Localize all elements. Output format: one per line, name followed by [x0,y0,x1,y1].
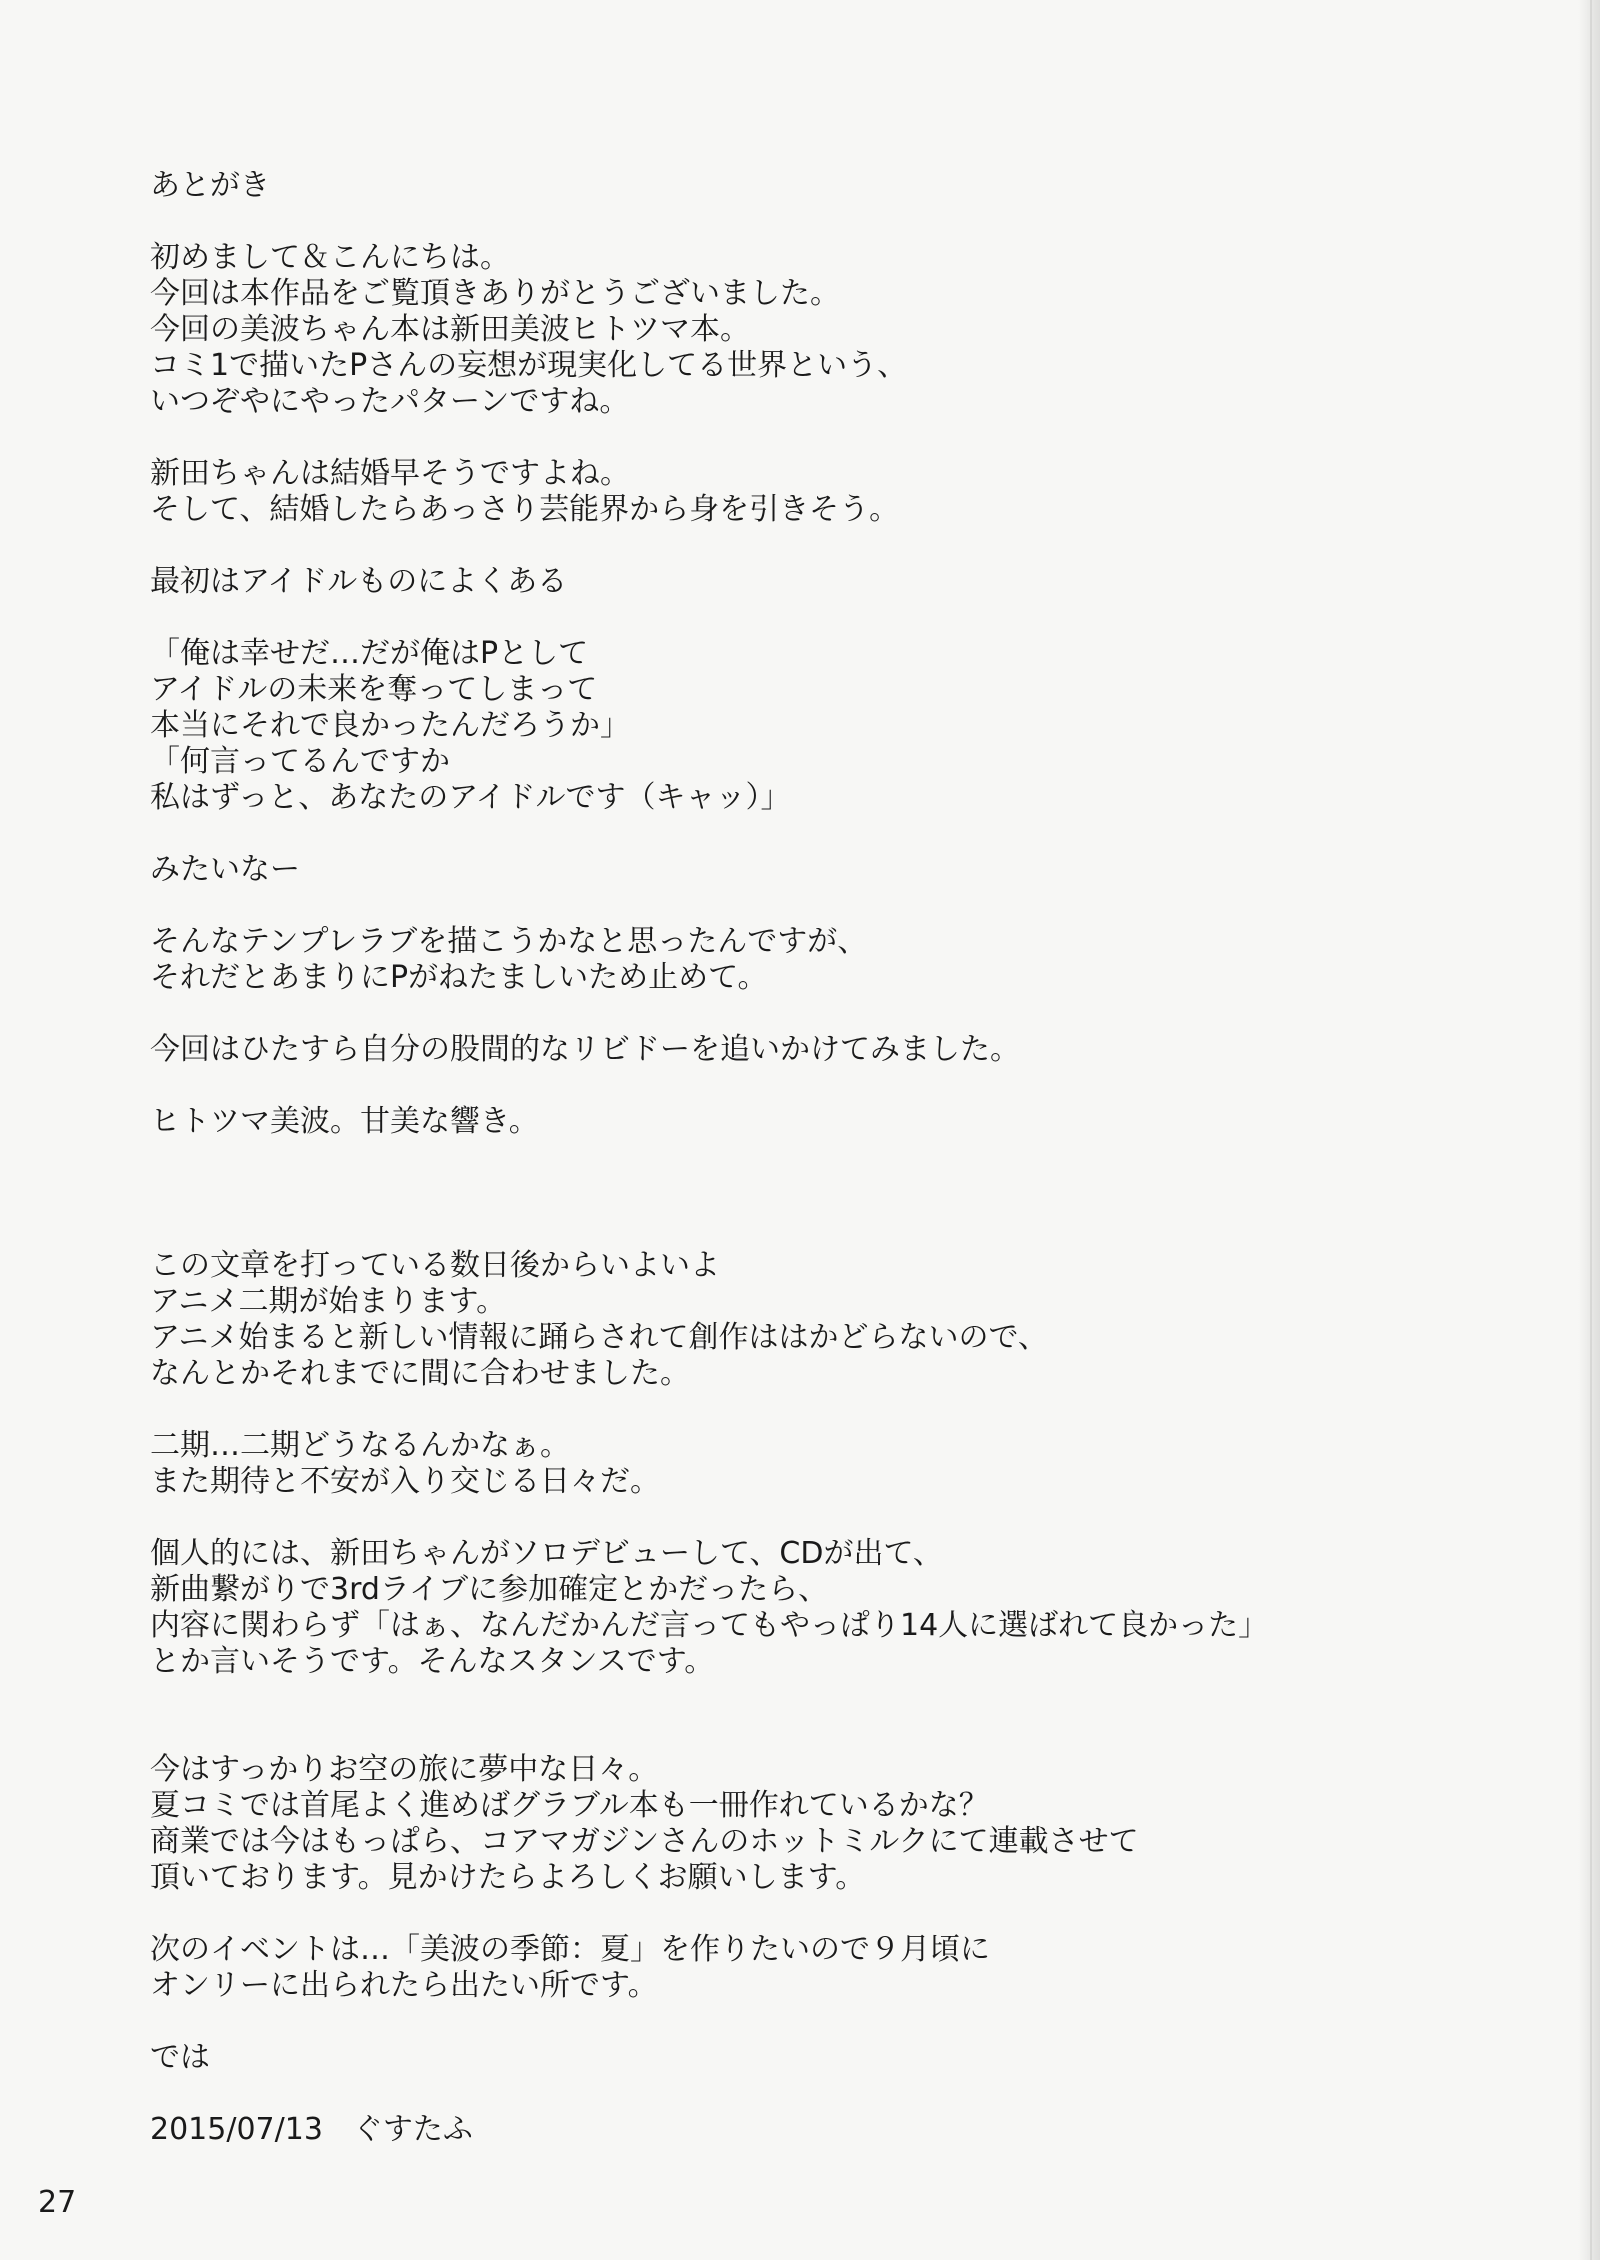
text-line: 今はすっかりお空の旅に夢中な日々。 [150,1752,659,1787]
text-line: なんとかそれまでに間に合わせました。 [150,1356,690,1391]
page-edge-shadow [1578,0,1600,2260]
text-line: いつぞやにやったパターンですね。 [150,384,630,419]
text-line: 次のイベントは…「美波の季節：夏」を作りたいので９月頃に [150,1932,990,1967]
text-line: 新田ちゃんは結婚早そうですよね。 [150,456,630,491]
text-line: 頂いております。見かけたらよろしくお願いします。 [150,1860,866,1895]
text-line: 商業では今はもっぱら、コアマガジンさんのホットミルクにて連載させて [150,1824,1139,1859]
text-line: そんなテンプレラブを描こうかなと思ったんですが、 [150,924,868,959]
text-line: そして、結婚したらあっさり芸能界から身を引きそう。 [150,492,900,527]
text-line: 「俺は幸せだ…だが俺はPとして [150,636,589,671]
text-line: 最初はアイドルものによくある [150,564,568,599]
text-line: それだとあまりにPがねたましいため止めて。 [150,960,768,995]
text-line: 内容に関わらず「はぁ、なんだかんだ言ってもやっぱり14人に選ばれて良かった」 [150,1608,1269,1643]
text-line: アニメ二期が始まります。 [150,1284,507,1319]
text-line: 私はずっと、あなたのアイドルです（キャッ）」 [150,780,791,815]
text-line: 「何言ってるんですか [150,744,450,779]
text-line: アイドルの未来を奪ってしまって [150,672,598,707]
text-line: みたいなー [150,852,300,887]
text-line: 初めまして＆こんにちは。 [150,240,510,275]
text-line: ヒトツマ美波。甘美な響き。 [150,1104,539,1139]
page-edge-line [1590,0,1592,2260]
text-line: 二期…二期どうなるんかなぁ。 [150,1428,570,1463]
text-line: 今回の美波ちゃん本は新田美波ヒトツマ本。 [150,312,750,347]
text-line: コミ1で描いたPさんの妄想が現実化してる世界という、 [150,348,908,383]
text-line: 個人的には、新田ちゃんがソロデビューして、CDが出て、 [150,1536,943,1571]
page-number: 27 [38,2185,77,2220]
text-line: 夏コミでは首尾よく進めばグラブル本も一冊作れているかな？ [150,1788,989,1823]
text-line: また期待と不安が入り交じる日々だ。 [150,1464,660,1499]
text-line: オンリーに出られたら出たい所です。 [150,1968,658,2003]
text-line: 今回はひたすら自分の股間的なリビドーを追いかけてみました。 [150,1032,1020,1067]
text-line: では [150,2040,210,2075]
afterword-heading: あとがき [150,168,270,203]
date-signature: 2015/07/13 ぐすたふ [150,2112,473,2147]
text-line: 新曲繋がりで3rdライブに参加確定とかだったら、 [150,1572,829,1607]
text-line: アニメ始まると新しい情報に踊らされて創作ははかどらないので、 [150,1320,1048,1355]
afterword-text [150,168,1450,2148]
text-line: とか言いそうです。そんなスタンスです。 [150,1644,715,1679]
text-line: 本当にそれで良かったんだろうか」 [150,708,630,743]
text-line: 今回は本作品をご覧頂きありがとうございました。 [150,276,840,311]
text-line: この文章を打っている数日後からいよいよ [150,1248,720,1283]
